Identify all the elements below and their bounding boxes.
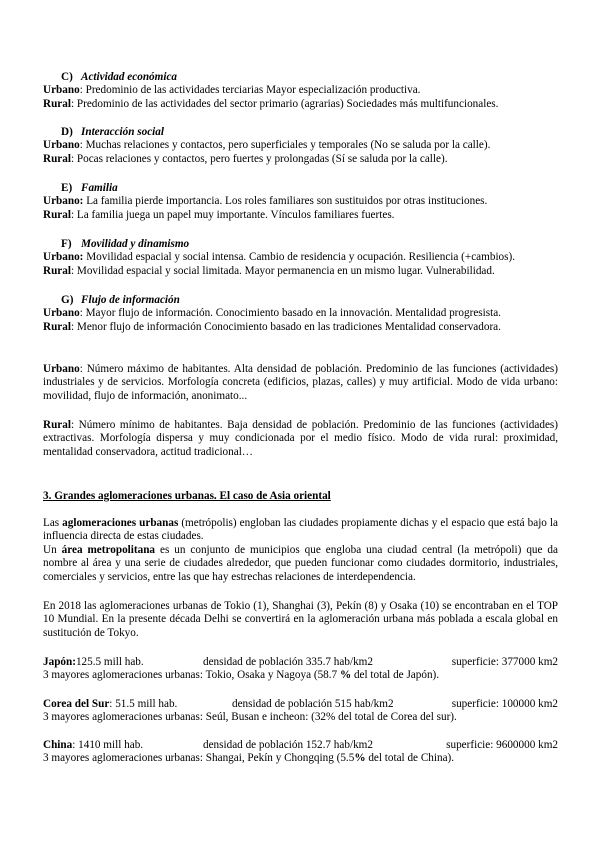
section-3-title: 3. Grandes aglomeraciones urbanas. El caso de Asia oriental (43, 490, 331, 502)
metropolitan-area-definition: Un área metropolitana es un conjunto de municipios que engloba una ciudad central (la metrópoli) que da nombre al área y una serie de ciudades alrededor, que pueden funcionar como ciudades dormitorio, industriales, comerciales y servicios, entre las que hay estrechas relaciones de interdependencia. (43, 544, 558, 583)
rural-line-f: Rural: Movilidad espacial y social limitada. Mayor permanencia en un mismo lugar. Vulnerabilidad. (43, 264, 495, 277)
country-cities-row: 3 mayores aglomeraciones urbanas: Tokio, Osaka y Nagoya (58.7 % del total de Japón). (43, 669, 440, 682)
section-f-mobility (43, 238, 558, 278)
heading-d: D) Interacción social (61, 126, 164, 138)
country-block-japan (43, 656, 558, 683)
country-block-china (43, 739, 558, 766)
urban-line-f: Urbano: Movilidad espacial y social intensa. Cambio de residencia y ocupación. Resiliencia (+cambios). (43, 251, 516, 264)
heading-c: C) Actividad económica (61, 71, 178, 83)
section-e-family (43, 182, 558, 222)
rural-line-c: Rural: Predominio de las actividades del sector primario (agrarias) Sociedades más multifuncionales. (43, 97, 499, 110)
rural-summary-paragraph: Rural: Número mínimo de habitantes. Baja densidad de población. Predominio de las funciones (actividades) extractivas. Morfología dispersa y muy condicionada por el medio físico. Modo de vida rural: proximidad, mentalidad conservadora, actitud tradicional… (43, 419, 558, 458)
country-cities-row: 3 mayores aglomeraciones urbanas: Seúl, Busan e incheon: (32% del total de Corea del sur). (43, 711, 457, 724)
section-g-information-flow (43, 294, 558, 334)
rural-line-g: Rural: Menor flujo de información Conocimiento basado en las tradiciones Mentalidad conservadora. (43, 320, 501, 333)
country-block-south-korea (43, 698, 558, 725)
rural-line-e: Rural: La familia juega un papel muy importante. Vínculos familiares fuertes. (43, 208, 395, 221)
urban-line-d: Urbano: Muchas relaciones y contactos, pero superficiales y temporales (No se saluda por la calle). (43, 139, 491, 152)
urban-line-e: Urbano: La familia pierde importancia. Los roles familiares son sustituidos por otras instituciones. (43, 195, 488, 208)
heading-g: G) Flujo de información (61, 294, 180, 306)
section-d-social-interaction (43, 126, 558, 166)
country-stats-row: Japón: 125.5 mill hab. densidad de población 335.7 hab/km2 superficie: 377000 km2 (43, 656, 558, 668)
urban-line-c: Urbano: Predominio de las actividades terciarias Mayor especialización productiva. (43, 84, 421, 97)
section-c-economic-activity (43, 71, 558, 111)
country-stats-row: Corea del Sur : 51.5 mill hab. densidad de población 515 hab/km2 superficie: 100000 km2 (43, 698, 558, 710)
heading-e: E) Familia (61, 182, 118, 194)
country-stats-row: China : 1410 mill hab. densidad de población 152.7 hab/km2 superficie: 9600000 km2 (43, 739, 558, 751)
urban-line-g: Urbano: Mayor flujo de información. Conocimiento basado en la innovación. Mentalidad progresista. (43, 307, 501, 320)
agglomeration-definition: Las aglomeraciones urbanas (metrópolis) engloban las ciudades propiamente dichas y el espacio que está bajo la influencia directa de estas ciudades. (43, 517, 558, 543)
country-cities-row: 3 mayores aglomeraciones urbanas: Shangai, Pekín y Chongqing (5.5% del total de China). (43, 752, 455, 765)
heading-f: F) Movilidad y dinamismo (61, 238, 190, 250)
urban-summary-paragraph: Urbano: Número máximo de habitantes. Alta densidad de población. Predominio de las funciones (actividades) industriales y de servicios. Morfología concreta (edificios, plazas, calles) y muy artificial. Modo de vida urbano: movilidad, flujo de información, anonimato... (43, 363, 558, 402)
rural-line-d: Rural: Pocas relaciones y contactos, pero fuertes y prolongadas (Sí se saluda por la calle). (43, 152, 448, 165)
top10-paragraph: En 2018 las aglomeraciones urbanas de Tokio (1), Shanghai (3), Pekín (8) y Osaka (10) se encontraban en el TOP 10 Mundial. En la presente década Delhi se convertirá en la aglomeración urbana más poblada a escala global en sustitución de Tokyo. (43, 600, 558, 639)
